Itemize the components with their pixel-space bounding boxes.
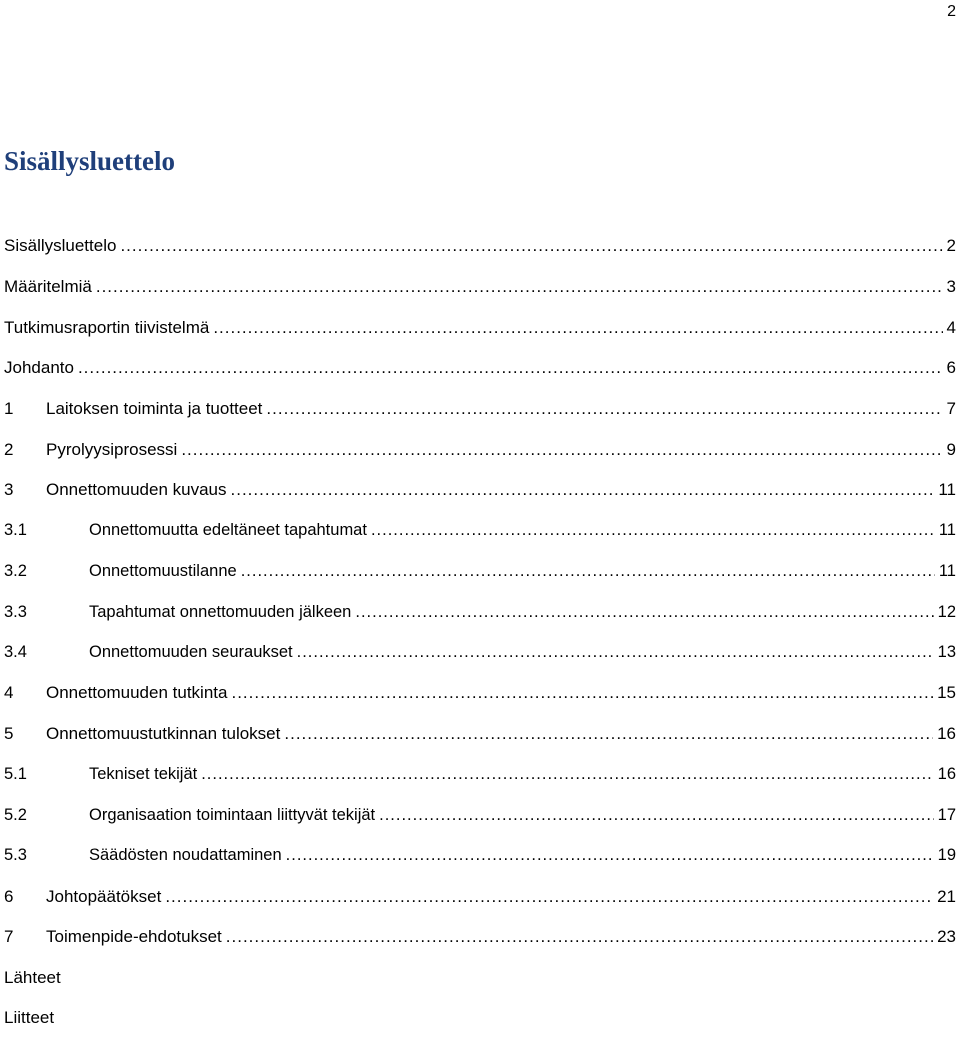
toc-entry-page: 17 (937, 805, 956, 824)
toc-entry-number: 3 (4, 480, 14, 500)
toc-entry-title: Onnettomuutta edeltäneet tapahtumat (89, 521, 367, 540)
toc-leader-dots (241, 562, 935, 581)
toc-entry[interactable] (4, 389, 956, 430)
toc-entry-lahteet[interactable] (4, 958, 956, 999)
toc-entry[interactable] (4, 470, 956, 511)
toc-entry-number: 5 (4, 724, 14, 743)
toc-entry-title: Sisällysluettelo (4, 236, 117, 256)
toc-leader-dots (226, 927, 933, 947)
toc-entry-page: 15 (937, 683, 956, 703)
toc-entry-title: Lähteet (4, 967, 61, 987)
toc-subentry[interactable] (4, 510, 956, 551)
toc-entry[interactable] (4, 714, 956, 755)
toc-entry-page: 12 (937, 602, 956, 621)
toc-entry-number: 2 (4, 439, 14, 459)
toc-entry-title: Onnettomuustilanne (89, 561, 237, 580)
toc-entry-number: 5.3 (4, 846, 27, 865)
toc-entry-page: 13 (937, 643, 956, 662)
toc-leader-dots (266, 399, 942, 419)
toc-entry-number: 3.2 (4, 561, 27, 580)
toc-entry-page: 23 (937, 927, 956, 947)
toc-entry-title: Organisaation toimintaan liittyvät tekijät (89, 805, 376, 824)
toc-entry-title: Säädösten noudattaminen (89, 846, 282, 865)
toc-entry-title: Tutkimusraportin tiivistelmä (4, 317, 210, 337)
toc-entry-title: Määritelmiä (4, 276, 92, 296)
toc-entry-title: Onnettomuuden kuvaus (46, 480, 227, 500)
toc-entry-title: Tekniset tekijät (89, 765, 198, 784)
toc-entry-number: 6 (4, 886, 14, 906)
toc-subentry[interactable] (4, 836, 956, 877)
toc-entry-title: Toimenpide-ehdotukset (46, 927, 222, 947)
toc-leader-dots (355, 603, 933, 622)
toc-entry[interactable] (4, 226, 956, 267)
toc-leader-dots (181, 440, 942, 460)
toc-subentry[interactable] (4, 551, 956, 592)
toc-leader-dots (284, 724, 933, 744)
toc-entry-page: 3 (946, 276, 956, 296)
toc-entry-number: 3.3 (4, 602, 27, 621)
toc-entry[interactable] (4, 876, 956, 917)
toc-entry-title: Johtopäätökset (46, 886, 162, 906)
toc-entry-page: 9 (946, 439, 956, 459)
toc-entry-number: 5.2 (4, 805, 27, 824)
toc-entry-number: 5.1 (4, 765, 27, 784)
toc-entry-page: 19 (937, 846, 956, 865)
toc-leader-dots (201, 765, 933, 784)
toc-heading: Sisällysluettelo (4, 146, 176, 176)
toc-leader-dots (165, 887, 933, 907)
toc-entry-title: Onnettomuuden tutkinta (46, 683, 228, 703)
toc-leader-dots (297, 643, 934, 662)
toc-entry-title: Pyrolyysiprosessi (46, 439, 178, 459)
toc-entry-page: 7 (946, 398, 956, 418)
toc-entry-page: 11 (938, 480, 956, 500)
toc-entry-page: 11 (938, 561, 956, 580)
toc-entry-title: Onnettomuustutkinnan tulokset (46, 724, 281, 743)
toc-entry-title: Onnettomuuden seuraukset (89, 643, 293, 662)
toc-entry-number: 4 (4, 683, 14, 703)
page-number: 2 (947, 3, 956, 20)
toc-entry-title: Liitteet (4, 1008, 55, 1028)
toc-entry-page: 11 (938, 521, 956, 540)
toc-entry-title: Laitoksen toiminta ja tuotteet (46, 398, 263, 418)
toc-entry-title: Johdanto (4, 358, 74, 378)
toc-entry-number: 1 (4, 398, 14, 418)
toc-entry-page: 16 (937, 765, 956, 784)
toc-entry-number: 3.1 (4, 521, 27, 540)
toc-leader-dots (213, 318, 942, 338)
toc-entry[interactable] (4, 267, 956, 308)
toc-leader-dots (96, 277, 943, 297)
toc-subentry[interactable] (4, 795, 956, 836)
toc-subentry[interactable] (4, 592, 956, 633)
toc-entry-page: 4 (946, 317, 956, 337)
toc-entry[interactable] (4, 348, 956, 389)
toc-leader-dots (379, 806, 934, 825)
toc-entry-page: 6 (946, 358, 956, 378)
toc-entry-liitteet[interactable] (4, 998, 956, 1039)
toc-entry[interactable] (4, 917, 956, 958)
toc-subentry[interactable] (4, 754, 956, 795)
toc-entry-page: 2 (946, 236, 956, 256)
toc-leader-dots (371, 521, 935, 540)
toc-entry-number: 7 (4, 927, 14, 947)
toc-subentry[interactable] (4, 632, 956, 673)
toc-leader-dots (231, 683, 933, 703)
toc-entry-number: 3.4 (4, 643, 27, 662)
toc-entry[interactable] (4, 429, 956, 470)
toc-leader-dots (120, 236, 942, 256)
toc-entry-page: 16 (937, 724, 956, 743)
toc-entry-page: 21 (937, 886, 956, 906)
toc-entry[interactable] (4, 673, 956, 714)
toc-leader-dots (78, 358, 943, 378)
toc-leader-dots (231, 480, 935, 500)
toc-entry-title: Tapahtumat onnettomuuden jälkeen (89, 602, 352, 621)
toc-entry[interactable] (4, 307, 956, 348)
toc-leader-dots (286, 846, 934, 865)
table-of-contents (4, 226, 956, 1039)
